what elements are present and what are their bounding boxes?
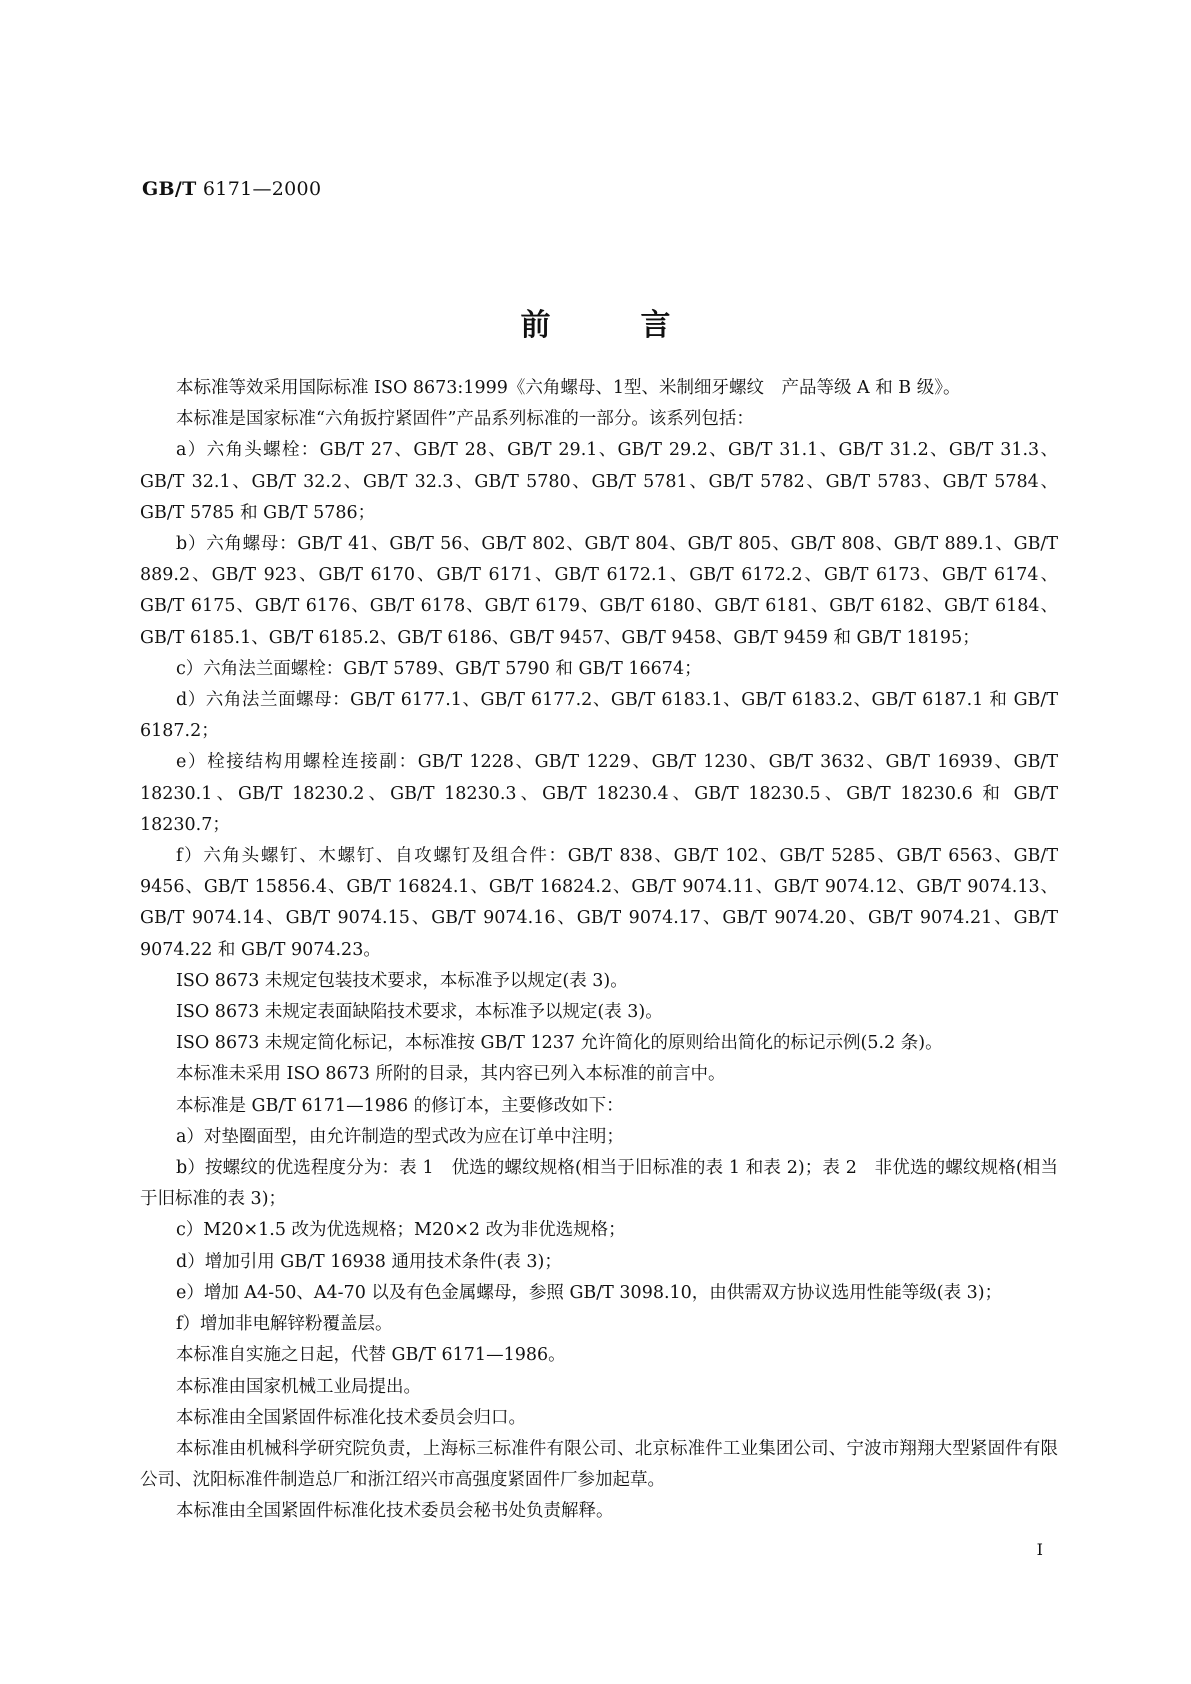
list-item: b）按螺纹的优选程度分为：表 1 优选的螺纹规格(相当于旧标准的表 1 和表 2)；表 2 非优选的螺纹规格(相当于旧标准的表 3)；: [140, 1158, 1058, 1210]
paragraph: 本标准由机械科学研究院负责，上海标三标准件有限公司、北京标准件工业集团公司、宁波市翔翔大型紧固件有限公司、沈阳标准件制造总厂和浙江绍兴市高强度紧固件厂参加起草。: [140, 1438, 1058, 1491]
list-item: c）六角法兰面螺栓：GB/T 5789、GB/T 5790 和 GB/T 16674；: [176, 658, 702, 679]
document-header: [142, 178, 321, 200]
paragraph: 本标准未采用 ISO 8673 所附的目录，其内容已列入本标准的前言中。: [176, 1064, 726, 1085]
paragraph: 本标准由全国紧固件标准化技术委员会秘书处负责解释。: [176, 1501, 614, 1522]
list-item: b）六角螺母：GB/T 41、GB/T 56、GB/T 802、GB/T 804、GB/T 805、GB/T 808、GB/T 889.1、GB/T 889.2、GB/T 923、GB/T 6170、GB/T 6171、GB/T 6172.1、GB/T 6172.2、GB/T 6173、GB/T 6174、GB/T 6175、GB/T 6176、GB/T 6178、GB/T 6179、GB/T 6180、GB/T 6181、GB/T 6182、GB/T 6184、GB/T 6185.1、GB/T 6185.2、GB/T 6186、GB/T 9457、GB/T 9458、GB/T 9459 和 GB/T 18195；: [140, 534, 1058, 648]
list-item: d）六角法兰面螺母：GB/T 6177.1、GB/T 6177.2、GB/T 6183.1、GB/T 6183.2、GB/T 6187.1 和 GB/T 6187.2；: [140, 690, 1058, 742]
standard-number: 6171—2000: [202, 178, 322, 200]
list-item: a）对垫圈面型，由允许制造的型式改为应在订单中注明；: [176, 1126, 624, 1147]
list-item: a）六角头螺栓：GB/T 27、GB/T 28、GB/T 29.1、GB/T 29.2、GB/T 31.1、GB/T 31.2、GB/T 31.3、GB/T 32.1、GB/T 32.2、GB/T 32.3、GB/T 5780、GB/T 5781、GB/T 5782、GB/T 5783、GB/T 5784、GB/T 5785 和 GB/T 5786；: [140, 440, 1058, 523]
foreword-body: [140, 373, 1058, 1528]
list-item: d）增加引用 GB/T 16938 通用技术条件(表 3)；: [176, 1251, 562, 1272]
list-item: f）六角头螺钉、木螺钉、自攻螺钉及组合件：GB/T 838、GB/T 102、GB/T 5285、GB/T 6563、GB/T 9456、GB/T 15856.4、GB/T 16824.1、GB/T 16824.2、GB/T 9074.11、GB/T 9074.12、GB/T 9074.13、GB/T 9074.14、GB/T 9074.15、GB/T 9074.16、GB/T 9074.17、GB/T 9074.20、GB/T 9074.21、GB/T 9074.22 和 GB/T 9074.23。: [140, 846, 1058, 960]
paragraph: 本标准自实施之日起，代替 GB/T 6171—1986。: [176, 1345, 566, 1366]
list-item: e）增加 A4-50、A4-70 以及有色金属螺母，参照 GB/T 3098.10，由供需双方协议选用性能等级(表 3)；: [176, 1282, 1003, 1303]
page-title: 前言: [520, 308, 761, 343]
paragraph: ISO 8673 未规定包装技术要求，本标准予以规定(表 3)。: [176, 970, 628, 991]
paragraph: 本标准由全国紧固件标准化技术委员会归口。: [176, 1407, 526, 1428]
paragraph: 本标准是 GB/T 6171—1986 的修订本，主要修改如下：: [176, 1095, 624, 1116]
paragraph: 本标准由国家机械工业局提出。: [176, 1376, 421, 1397]
page-number: I: [1036, 1540, 1043, 1559]
standard-prefix: GB/T: [142, 178, 197, 200]
list-item: f）增加非电解锌粉覆盖层。: [176, 1314, 393, 1335]
list-item: e）栓接结构用螺栓连接副：GB/T 1228、GB/T 1229、GB/T 1230、GB/T 3632、GB/T 16939、GB/T 18230.1、GB/T 18230.2、GB/T 18230.3、GB/T 18230.4、GB/T 18230.5、GB/T 18230.6 和 GB/T 18230.7；: [140, 752, 1058, 835]
paragraph: ISO 8673 未规定简化标记，本标准按 GB/T 1237 允许简化的原则给出简化的标记示例(5.2 条)。: [176, 1033, 943, 1054]
list-item: c）M20×1.5 改为优选规格；M20×2 改为非优选规格；: [176, 1220, 626, 1241]
paragraph: 本标准是国家标准“六角扳拧紧固件”产品系列标准的一部分。该系列包括：: [176, 409, 754, 430]
paragraph: ISO 8673 未规定表面缺陷技术要求，本标准予以规定(表 3)。: [176, 1002, 663, 1023]
paragraph: 本标准等效采用国际标准 ISO 8673:1999《六角螺母、1型、米制细牙螺纹 产品等级 A 和 B 级》。: [176, 378, 961, 398]
